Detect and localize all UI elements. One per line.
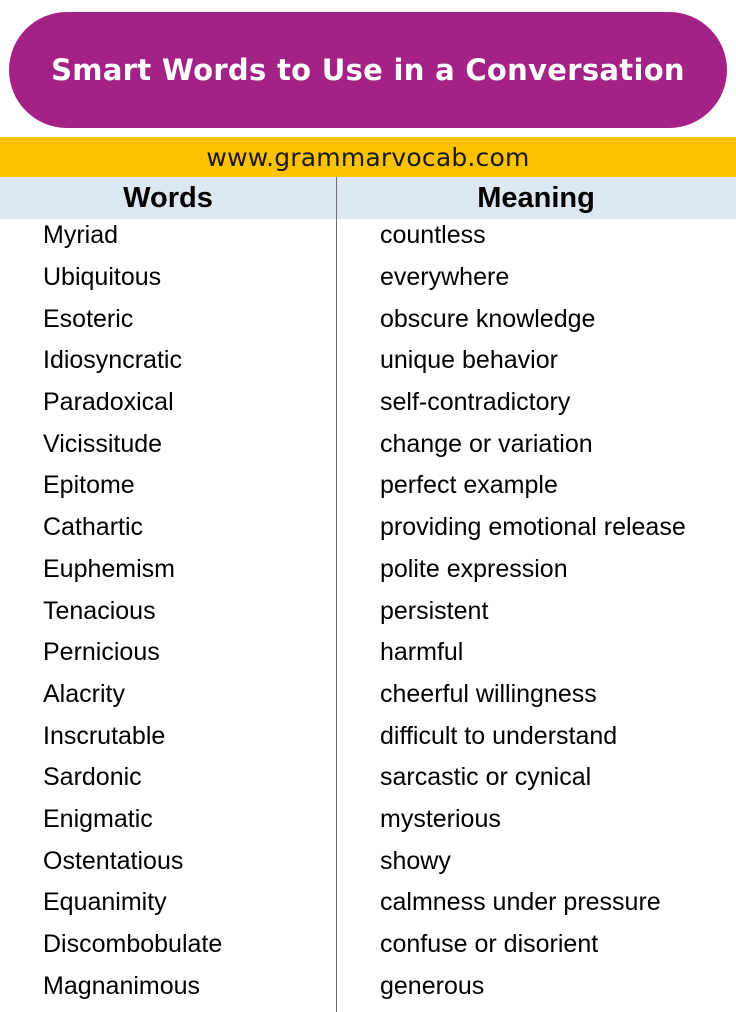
- word-cell: Sardonic: [43, 763, 142, 792]
- table-row: [0, 882, 736, 924]
- word-cell: Ostentatious: [43, 846, 184, 875]
- word-cell: Inscrutable: [43, 721, 166, 750]
- word-cell: Equanimity: [43, 888, 167, 917]
- word-cell: Euphemism: [43, 554, 175, 583]
- meaning-cell: self-contradictory: [380, 388, 571, 417]
- meaning-cell: calmness under pressure: [380, 888, 661, 917]
- meaning-cell: everywhere: [380, 263, 510, 292]
- column-header-words: Words: [123, 181, 213, 214]
- website-bar: [0, 137, 736, 177]
- meaning-cell: unique behavior: [380, 346, 558, 375]
- meaning-cell: sarcastic or cynical: [380, 763, 592, 792]
- table-row: [0, 924, 736, 966]
- website-url: www.grammarvocab.com: [206, 142, 530, 172]
- meaning-cell: providing emotional release: [380, 513, 686, 542]
- table-row: [0, 799, 736, 841]
- word-cell: Vicissitude: [43, 429, 163, 458]
- meaning-cell: difficult to understand: [380, 721, 618, 750]
- meaning-cell: change or variation: [380, 429, 593, 458]
- word-cell: Discombobulate: [43, 930, 223, 959]
- meaning-cell: generous: [380, 971, 485, 1000]
- title-banner: [9, 12, 727, 128]
- meaning-cell: persistent: [380, 596, 489, 625]
- meaning-cell: showy: [380, 846, 451, 875]
- table-row: [0, 715, 736, 757]
- table-header: [0, 177, 736, 219]
- meaning-cell: mysterious: [380, 804, 501, 833]
- meaning-cell: harmful: [380, 638, 464, 667]
- meaning-cell: obscure knowledge: [380, 304, 596, 333]
- table-row: [0, 382, 736, 424]
- meaning-cell: perfect example: [380, 471, 558, 500]
- word-cell: Paradoxical: [43, 388, 174, 417]
- column-header-meaning: Meaning: [477, 181, 595, 214]
- word-cell: Idiosyncratic: [43, 346, 182, 375]
- word-cell: Magnanimous: [43, 971, 201, 1000]
- table-row: [0, 590, 736, 632]
- table-row: [0, 632, 736, 674]
- page-title: Smart Words to Use in a Conversation: [51, 53, 685, 87]
- meaning-cell: countless: [380, 221, 486, 250]
- table-row: [0, 215, 736, 257]
- table-row: [0, 549, 736, 591]
- meaning-cell: cheerful willingness: [380, 679, 597, 708]
- word-cell: Cathartic: [43, 513, 144, 542]
- word-cell: Myriad: [43, 221, 119, 250]
- word-cell: Alacrity: [43, 679, 125, 708]
- table-row: [0, 340, 736, 382]
- word-cell: Tenacious: [43, 596, 156, 625]
- table-row: [0, 465, 736, 507]
- table-row: [0, 757, 736, 799]
- table-row: [0, 840, 736, 882]
- table-row: [0, 423, 736, 465]
- word-cell: Ubiquitous: [43, 263, 162, 292]
- word-cell: Epitome: [43, 471, 135, 500]
- word-cell: Pernicious: [43, 638, 160, 667]
- word-cell: Esoteric: [43, 304, 134, 333]
- table-row: [0, 674, 736, 716]
- table-row: [0, 507, 736, 549]
- meaning-cell: polite expression: [380, 554, 568, 583]
- word-cell: Enigmatic: [43, 804, 153, 833]
- meaning-cell: confuse or disorient: [380, 930, 599, 959]
- word-table-body: [0, 215, 736, 1007]
- table-row: [0, 257, 736, 299]
- table-row: [0, 965, 736, 1007]
- table-row: [0, 298, 736, 340]
